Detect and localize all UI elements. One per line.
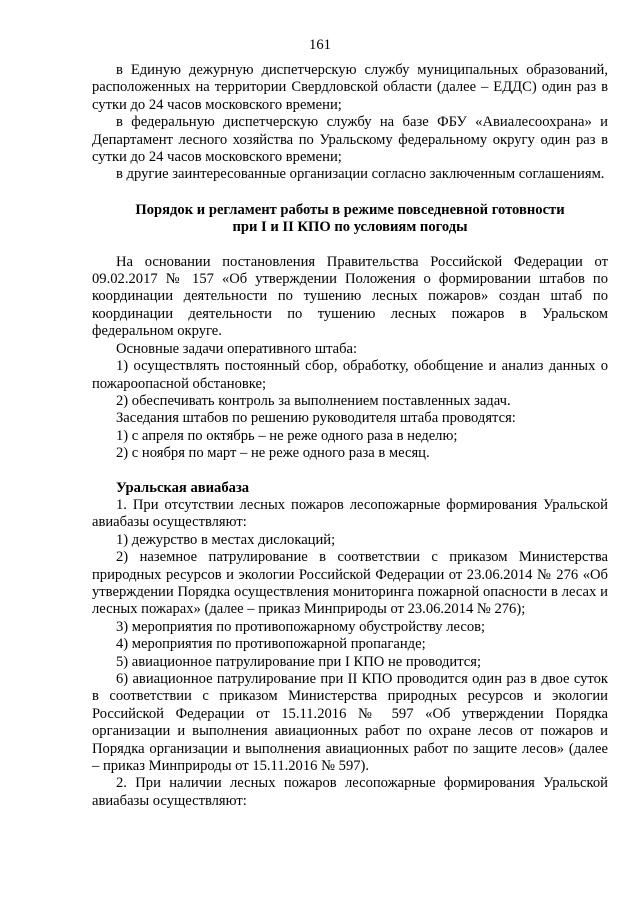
- intro-paragraph: в другие заинтересованные организации согласно заключенным соглашениям.: [116, 166, 605, 183]
- section-list-item: 1) осуществлять постоянный сбор, обработку, обобщение и анализ данных о пожароопасной обстановке;: [92, 358, 608, 392]
- section-paragraph: На основании постановления Правительства Российской Федерации от 09.02.2017 № 157 «Об утверждении Положения о формировании штабов по координации деятельности по тушению лесных пожаров» создан штаб по координации деятельности по тушению лесных пожаров в Уральском федеральном округе.: [92, 253, 608, 340]
- subsection-paragraph: 2. При наличии лесных пожаров лесопожарные формирования Уральской авиабазы осуществляют:: [92, 775, 608, 809]
- subsection-heading: Уральская авиабаза: [116, 479, 250, 496]
- subsection-list-item: 5) авиационное патрулирование при I КПО не проводится;: [116, 653, 482, 670]
- subsection-list-item: 1) дежурство в местах дислокаций;: [116, 531, 336, 548]
- subsection-list-item: 3) мероприятия по противопожарному обустройству лесов;: [116, 618, 486, 635]
- section-list-item: 2) с ноября по март – не реже одного раза в месяц.: [116, 445, 430, 462]
- section-paragraph: Основные задачи оперативного штаба:: [116, 340, 358, 357]
- subsection-list-item: 4) мероприятия по противопожарной пропаганде;: [116, 636, 426, 653]
- section-list-item: 1) с апреля по октябрь – не реже одного раза в неделю;: [116, 427, 458, 444]
- section-paragraph: Заседания штабов по решению руководителя штаба проводятся:: [116, 410, 516, 427]
- section-heading-line-2: при I и II КПО по условиям погоды: [232, 219, 468, 236]
- intro-paragraph: в федеральную диспетчерскую службу на базе ФБУ «Авиалесоохрана» и Департамент лесного хозяйства по Уральскому федеральному округу один раз в сутки до 24 часов московского времени;: [92, 114, 608, 166]
- subsection-paragraph: 1. При отсутствии лесных пожаров лесопожарные формирования Уральской авиабазы осуществляют:: [92, 496, 608, 531]
- page-number: 161: [309, 37, 331, 53]
- document-body: [92, 62, 608, 810]
- subsection-list-item: 2) наземное патрулирование в соответствии с приказом Министерства природных ресурсов и экологии Российской Федерации от 23.06.2014 № 276 «Об утверждении Порядка осуществления мониторинга пожарной опасности в лесах и лесных пожарах» (далее – приказ Минприроды от 23.06.2014 № 276);: [92, 549, 608, 618]
- intro-paragraph: в Единую дежурную диспетчерскую службу муниципальных образований, расположенных на территории Свердловской области (далее – ЕДДС) один раз в сутки до 24 часов московского времени;: [92, 62, 608, 113]
- section-list-item: 2) обеспечивать контроль за выполнением поставленных задач.: [116, 392, 511, 409]
- subsection-list-item: 6) авиационное патрулирование при II КПО проводится один раз в двое суток в соответствии с приказом Министерства природных ресурсов и экологии Российской Федерации от 15.11.2016 № 597 «Об утверждении Порядка организации и выполнения авиационных работ по охране лесов от пожаров и Порядка организации и выполнения авиационных работ по защите лесов» (далее – приказ Минприроды от 15.11.2016 № 597).: [92, 671, 608, 775]
- section-heading-line-1: Порядок и регламент работы в режиме повседневной готовности: [135, 201, 565, 218]
